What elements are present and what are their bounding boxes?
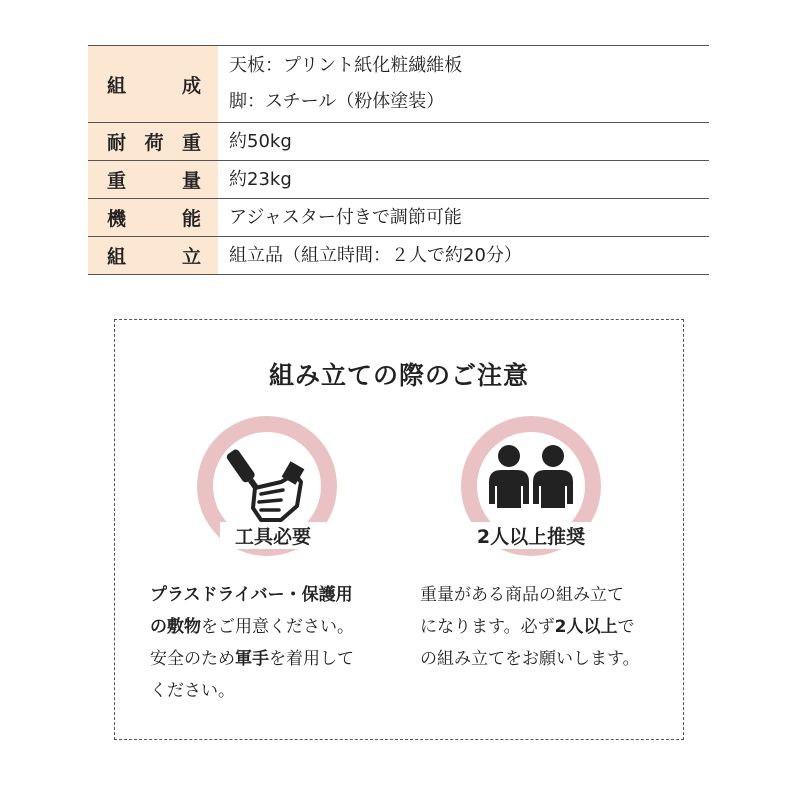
label-char: 重 (181, 132, 201, 154)
people-caption: 2人以上推奨 (460, 522, 602, 549)
label-char: 重 (107, 170, 127, 192)
notice-title: 組み立ての際のご注意 (268, 361, 529, 390)
text: ください。 (150, 681, 235, 701)
people-notice-text (420, 579, 670, 675)
label-char: 組 (107, 74, 127, 97)
assembly-notice-box (114, 319, 684, 740)
bold-text: 2人以上 (554, 617, 618, 637)
text: を着用して (269, 649, 354, 669)
spec-row-assembly (88, 237, 709, 275)
text: で (617, 617, 635, 637)
bold-text: の敷物 (150, 617, 201, 637)
label-char: 量 (181, 170, 201, 192)
label-char: 組 (107, 246, 127, 268)
spec-label (88, 46, 218, 123)
text: 重量がある商品の組み立て (420, 585, 624, 605)
spec-label (88, 237, 218, 275)
spec-value-line: 組立品（組立時間：２人で約20分） (229, 244, 522, 266)
text: になります。必ず (420, 617, 555, 637)
tool-notice-text (150, 579, 400, 707)
label-char: 荷 (144, 132, 164, 154)
spec-row-weight (88, 161, 709, 199)
spec-row-load (88, 123, 709, 161)
spec-value (218, 199, 709, 237)
text: をご用意ください。 (201, 617, 354, 637)
spec-value-line: 天板：プリント紙化粧繊維板 (229, 55, 463, 76)
spec-table (88, 45, 709, 275)
spec-value-line: 脚：スチール（粉体塗装） (229, 91, 445, 112)
spec-value (218, 237, 709, 275)
tool-caption: 工具必要 (220, 522, 326, 549)
spec-value-line: アジャスター付きで調節可能 (229, 206, 462, 228)
spec-value (218, 46, 709, 123)
label-char: 機 (107, 208, 127, 230)
label-char: 立 (181, 246, 201, 268)
label-char: 能 (181, 208, 201, 230)
bold-text: プラスドライバー・保護用 (150, 585, 353, 605)
label-char: 成 (181, 74, 201, 97)
spec-label (88, 123, 218, 161)
spec-label (88, 199, 218, 237)
label-char: 耐 (107, 132, 127, 154)
spec-value (218, 161, 709, 199)
spec-row-function (88, 199, 709, 237)
spec-value-line: 約50kg (229, 130, 292, 152)
spec-value (218, 123, 709, 161)
spec-value-line: 約23kg (229, 168, 292, 190)
spec-label (88, 161, 218, 199)
bold-text: 軍手 (235, 649, 269, 669)
spec-row-composition (88, 46, 709, 123)
text: の組み立てをお願いします。 (420, 649, 640, 669)
text: 安全のため (150, 649, 235, 669)
